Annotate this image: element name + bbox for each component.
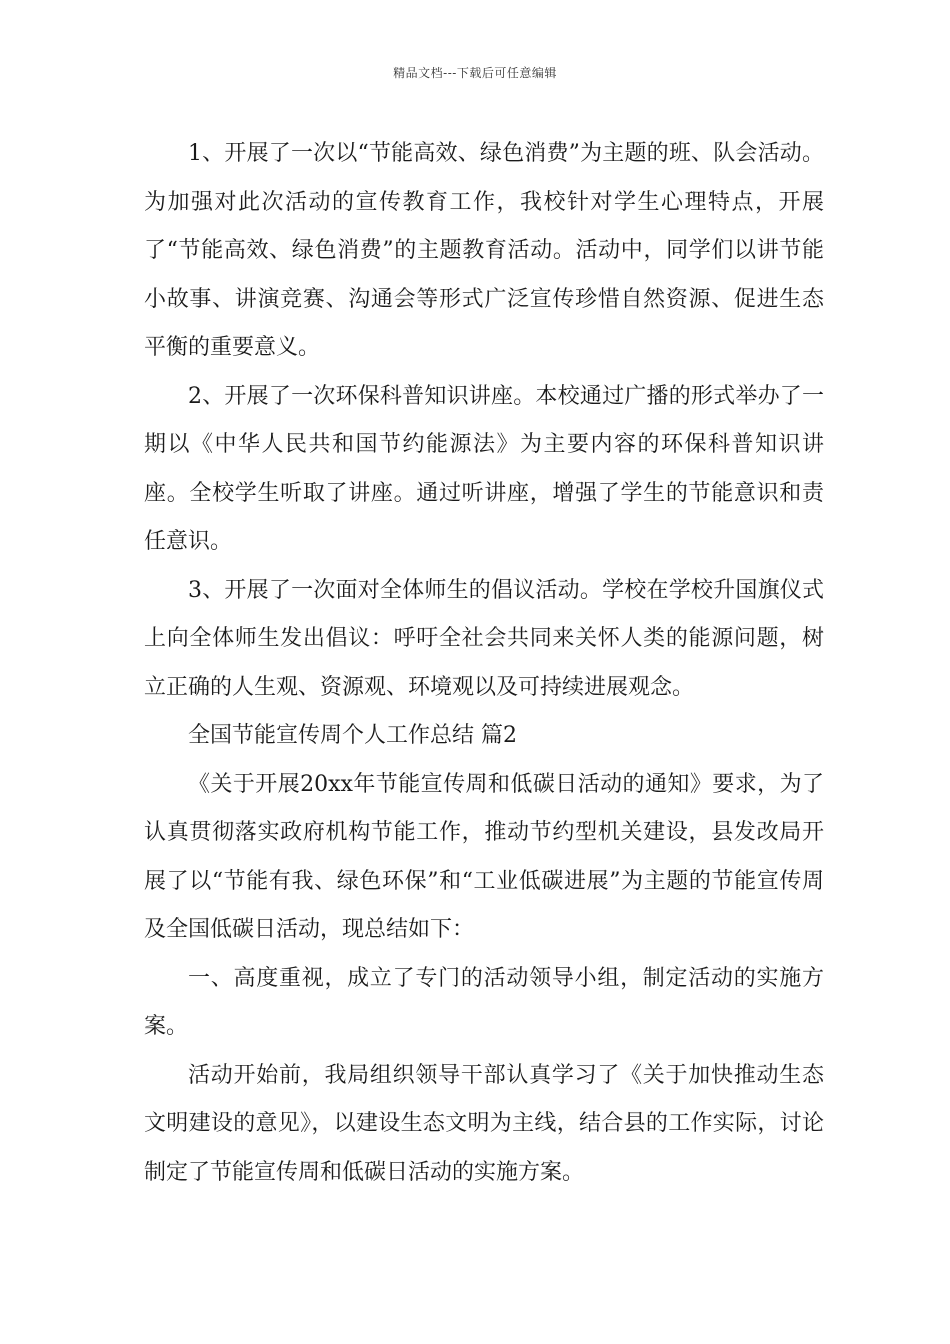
paragraph-preparation: 活动开始前，我局组织领导干部认真学习了《关于加快推动生态文明建设的意见》，以建设生态文明为主线，结合县的工作实际，讨论制定了节能宣传周和低碳日活动的实施方案。 — [144, 1062, 824, 1185]
page-header: 精品文档---下载后可任意编辑 — [393, 66, 557, 80]
paragraph-activity-3: 3、开展了一次面对全体师生的倡议活动。学校在学校升国旗仪式上向全体师生发出倡议：呼吁全社会共同来关怀人类的能源问题，树立正确的人生观、资源观、环境观以及可持续进展观念。 — [144, 577, 824, 700]
section-title: 全国节能宣传周个人工作总结 篇2 — [188, 723, 517, 748]
paragraph-point-1: 一、高度重视，成立了专门的活动领导小组，制定活动的实施方案。 — [144, 965, 824, 1039]
document-body — [144, 130, 824, 1197]
paragraph-activity-2: 2、开展了一次环保科普知识讲座。本校通过广播的形式举办了一期以《中华人民共和国节约能源法》为主要内容的环保科普知识讲座。全校学生听取了讲座。通过听讲座，增强了学生的节能意识和责任意识。 — [144, 383, 824, 554]
paragraph-notice: 《关于开展20xx年节能宣传周和低碳日活动的通知》要求，为了认真贯彻落实政府机构节能工作，推动节约型机关建设，县发改局开展了以“节能有我、绿色环保”和“工业低碳进展”为主题的节能宣传周及全国低碳日活动，现总结如下： — [144, 771, 824, 942]
paragraph-activity-1: 1、开展了一次以“节能高效、绿色消费”为主题的班、队会活动。为加强对此次活动的宣传教育工作，我校针对学生心理特点，开展了“节能高效、绿色消费”的主题教育活动。活动中，同学们以讲节能小故事、讲演竞赛、沟通会等形式广泛宣传珍惜自然资源、促进生态平衡的重要意义。 — [144, 141, 824, 360]
